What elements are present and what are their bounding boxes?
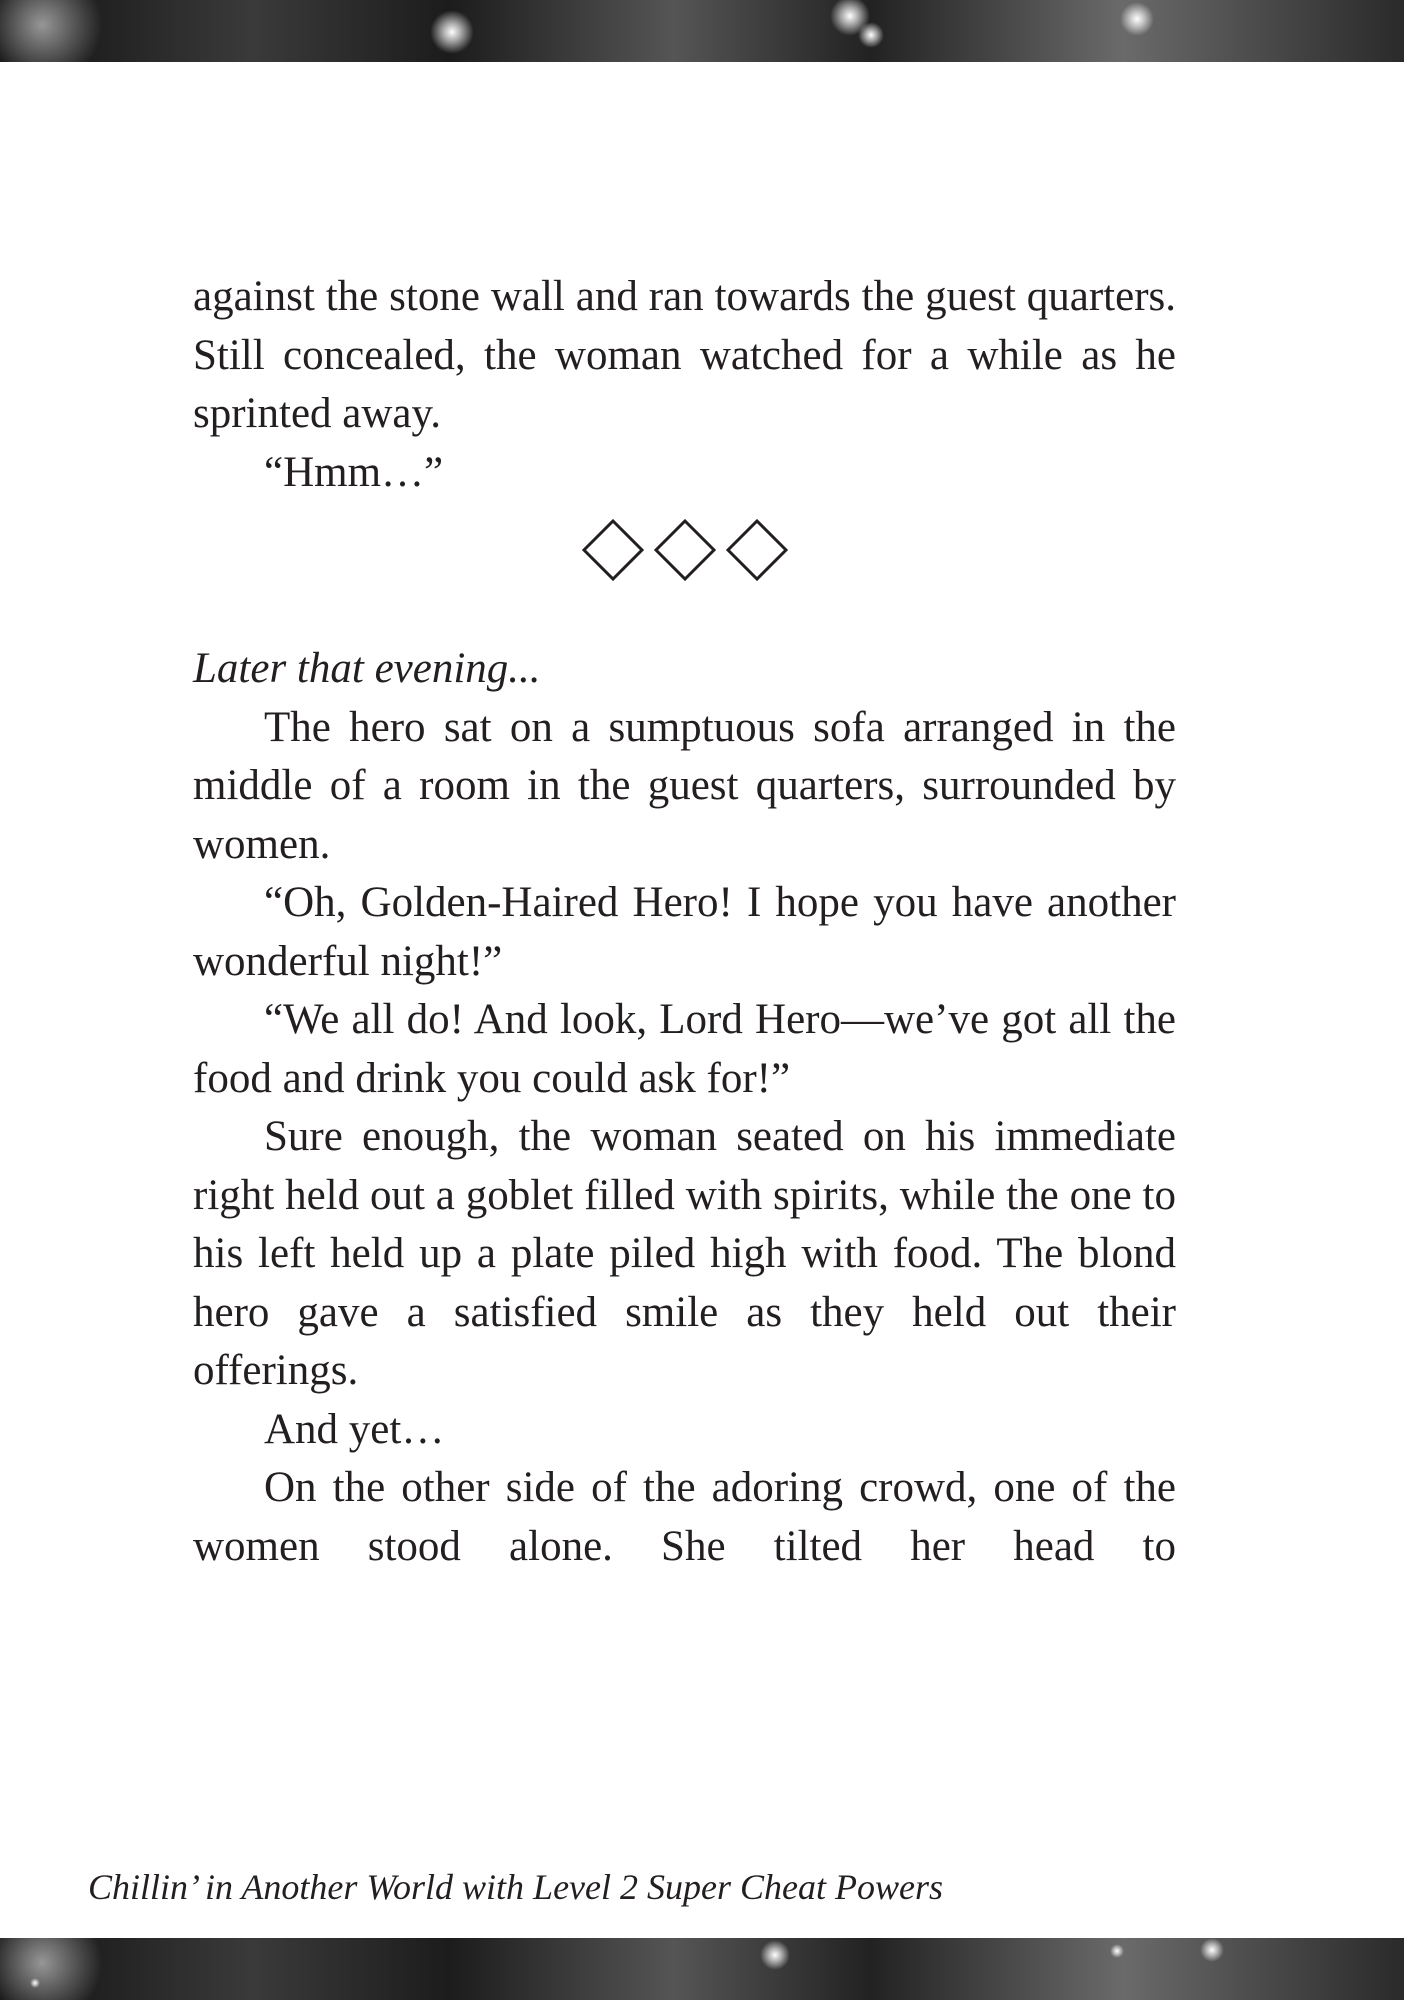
page-body	[193, 268, 1176, 1576]
scene-heading: Later that evening...	[193, 645, 541, 692]
paragraph: against the stone wall and ran towards the guest quarters. Still concealed, the woman watched for a while as he sprinted away.	[193, 273, 1176, 437]
diamond-outline-icon	[653, 518, 717, 582]
diamond-outline-icon	[581, 518, 645, 582]
sparkle-decoration	[30, 1978, 40, 1988]
sparkle-decoration	[1200, 1938, 1224, 1962]
paragraph: The hero sat on a sumptuous sofa arranged in the middle of a room in the guest quarters, surrounded by women.	[193, 703, 1176, 868]
sparkle-decoration	[1110, 1944, 1124, 1958]
footer-book-title: Chillin’ in Another World with Level 2 Super Cheat Powers	[88, 1867, 943, 1907]
diamond-outline-icon	[725, 518, 789, 582]
dialogue-paragraph: “We all do! And look, Lord Hero—we’ve got all the food and drink you could ask for!”	[193, 996, 1176, 1102]
paragraph: “Hmm…”	[264, 448, 444, 496]
paragraph: And yet…	[264, 1405, 445, 1453]
sparkle-decoration	[1120, 2, 1154, 36]
paragraph: On the other side of the adoring crowd, one of the women stood alone. She tilted her head to	[193, 1464, 1176, 1570]
scene-break	[193, 502, 1176, 640]
top-decorative-band	[0, 0, 1404, 62]
dialogue-paragraph: “Oh, Golden-Haired Hero! I hope you have another wonderful night!”	[193, 879, 1176, 985]
paragraph: Sure enough, the woman seated on his immediate right held out a goblet filled with spirits, while the one to his left held up a plate piled high with food. The blond hero gave a satisfied smile as they held out their offerings.	[193, 1113, 1176, 1394]
sparkle-decoration	[430, 10, 474, 54]
sparkle-decoration	[858, 22, 884, 48]
sparkle-decoration	[760, 1940, 790, 1970]
bottom-decorative-band	[0, 1938, 1404, 2000]
